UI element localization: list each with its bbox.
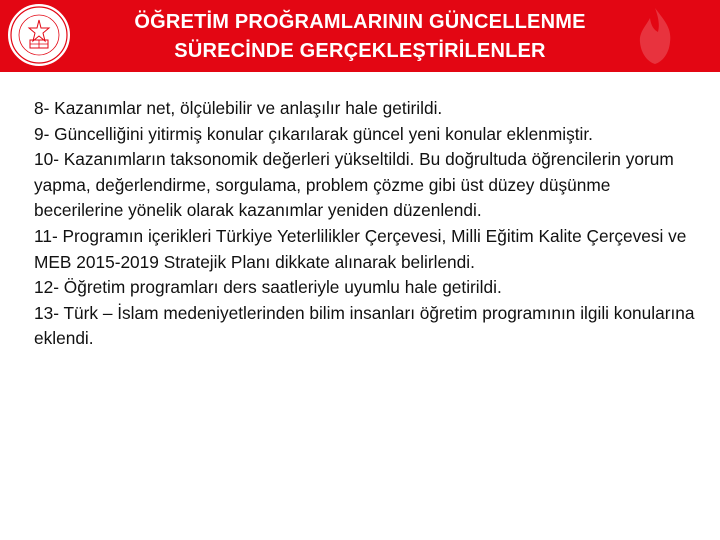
header-bar: [0, 0, 720, 72]
meb-logo-icon: [6, 2, 72, 68]
list-item: 13- Türk – İslam medeniyetlerinden bilim insanları öğretim programının ilgili konularına eklendi.: [34, 302, 695, 349]
list-item: 8- Kazanımlar net, ölçülebilir ve anlaşılır hale getirildi.: [34, 98, 443, 118]
list-item: 10- Kazanımların taksonomik değerleri yükseltildi. Bu doğrultuda öğrencilerin yorum yapma, değerlendirme, sorgulama, problem çözme gibi üst düzey düşünme becerilerine yönelik olarak kazanımlar yeniden düzenlendi.: [34, 149, 674, 221]
list-item: 11- Programın içerikleri Türkiye Yeterlilikler Çerçevesi, Milli Eğitim Kalite Çerçevesi ve MEB 2015-2019 Stratejik Planı dikkate alınarak belirlendi.: [34, 225, 687, 272]
list-item: 12- Öğretim programları ders saatleriyle uyumlu hale getirildi.: [34, 277, 502, 298]
list-item: 9- Güncelliğini yitirmiş konular çıkarılarak güncel yeni konular eklenmiştir.: [34, 123, 593, 144]
title-line-1: ÖĞRETİM PROĞRAMLARININ GÜNCELLENME: [134, 11, 586, 33]
content-body: [34, 96, 699, 352]
title-line-2: SÜRECİNDE GERÇEKLEŞTİRİLENLER: [174, 40, 546, 62]
page-title: [80, 8, 640, 66]
